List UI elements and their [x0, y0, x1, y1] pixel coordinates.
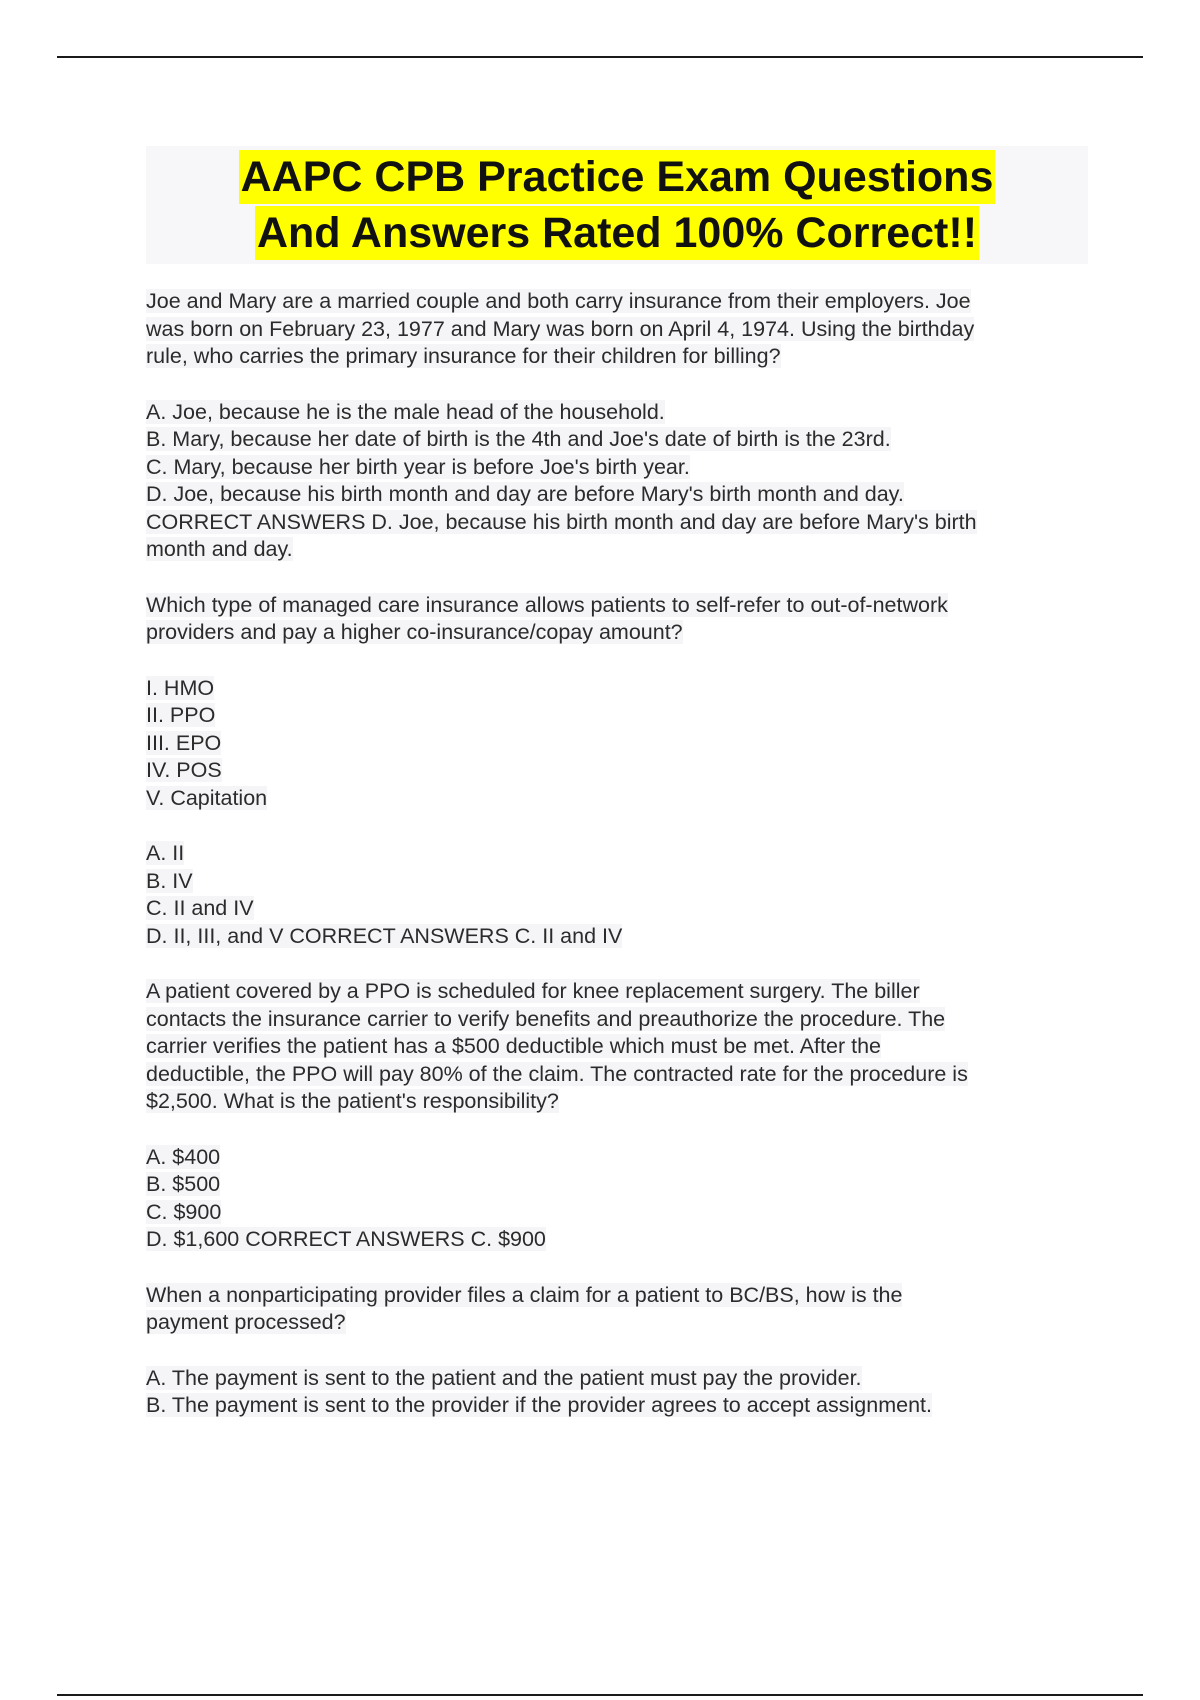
text-line-content: was born on February 23, 1977 and Mary was born on April 4, 1974. Using the birthday: [146, 316, 975, 341]
text-line-content: V. Capitation: [146, 785, 268, 810]
question-text: [146, 978, 1088, 1116]
text-line: [146, 288, 1088, 316]
answer-options: [146, 399, 1088, 564]
text-line: [146, 923, 1088, 951]
text-line-content: payment processed?: [146, 1310, 346, 1334]
text-line-content: I. HMO: [146, 675, 215, 700]
text-line-content: B. IV: [146, 868, 193, 893]
text-line-content: D. $1,600 CORRECT ANSWERS C. $900: [146, 1227, 546, 1251]
question-text: [146, 1282, 1088, 1337]
header-rule: [57, 56, 1143, 58]
document-title: [146, 146, 1088, 264]
text-line-content: A. Joe, because he is the male head of the household.: [146, 399, 665, 424]
text-line-content: A patient covered by a PPO is scheduled for knee replacement surgery. The biller: [146, 979, 920, 1003]
answer-options: [146, 1144, 1088, 1254]
text-line: [146, 1282, 1088, 1310]
choice-list: [146, 675, 1088, 813]
answer-options: [146, 1365, 1088, 1420]
text-line: [146, 454, 1088, 482]
text-line: [146, 840, 1088, 868]
text-line: [146, 1088, 1088, 1116]
text-line-content: B. Mary, because her date of birth is the 4th and Joe's date of birth is the 23rd.: [146, 427, 891, 451]
text-line: [146, 1171, 1088, 1199]
text-line: [146, 509, 1088, 537]
footer-rule: [57, 1694, 1143, 1696]
text-line-content: C. Mary, because her birth year is before Joe's birth year.: [146, 454, 690, 479]
question-text: [146, 592, 1088, 647]
text-line: [146, 785, 1088, 813]
text-line-content: contacts the insurance carrier to verify benefits and preauthorize the procedure. The: [146, 1006, 946, 1031]
text-line: [146, 978, 1088, 1006]
text-line-content: rule, who carries the primary insurance for their children for billing?: [146, 344, 781, 368]
text-line-content: Joe and Mary are a married couple and both carry insurance from their employers. Joe: [146, 289, 971, 313]
title-line-1: AAPC CPB Practice Exam Questions: [239, 150, 996, 204]
text-line-content: $2,500. What is the patient's responsibility?: [146, 1089, 559, 1113]
text-line: [146, 1199, 1088, 1227]
text-line: [146, 426, 1088, 454]
text-line: [146, 1226, 1088, 1254]
question-text: [146, 288, 1088, 371]
text-line-content: Which type of managed care insurance allows patients to self-refer to out-of-network: [146, 592, 948, 617]
text-line: [146, 702, 1088, 730]
text-line: [146, 895, 1088, 923]
text-line-content: B. The payment is sent to the provider if the provider agrees to accept assignment.: [146, 1393, 932, 1417]
text-line: [146, 481, 1088, 509]
text-line: [146, 1144, 1088, 1172]
text-line: [146, 868, 1088, 896]
text-line: [146, 592, 1088, 620]
text-line-content: B. $500: [146, 1172, 221, 1196]
title-line-2: And Answers Rated 100% Correct!!: [255, 206, 979, 260]
text-line: [146, 675, 1088, 703]
answer-options: [146, 840, 1088, 950]
text-line-content: CORRECT ANSWERS D. Joe, because his birth month and day are before Mary's birth: [146, 509, 977, 534]
text-line: [146, 536, 1088, 564]
text-line: [146, 343, 1088, 371]
text-line-content: II. PPO: [146, 703, 216, 727]
text-line-content: A. $400: [146, 1144, 221, 1169]
text-line-content: When a nonparticipating provider files a claim for a patient to BC/BS, how is the: [146, 1282, 903, 1307]
text-line-content: III. EPO: [146, 730, 222, 755]
text-line-content: month and day.: [146, 537, 293, 561]
text-line: [146, 1365, 1088, 1393]
text-line-content: IV. POS: [146, 758, 222, 782]
text-line: [146, 399, 1088, 427]
question-list: [146, 288, 1088, 1420]
text-line-content: deductible, the PPO will pay 80% of the claim. The contracted rate for the procedure is: [146, 1061, 968, 1086]
text-line-content: C. $900: [146, 1199, 222, 1224]
text-line: [146, 730, 1088, 758]
text-line-content: A. II: [146, 841, 185, 865]
document-body: [146, 146, 1088, 1448]
text-line-content: providers and pay a higher co-insurance/copay amount?: [146, 620, 683, 644]
text-line: [146, 316, 1088, 344]
text-line-content: D. Joe, because his birth month and day are before Mary's birth month and day.: [146, 482, 904, 506]
text-line: [146, 1309, 1088, 1337]
text-line-content: C. II and IV: [146, 896, 254, 920]
text-line-content: D. II, III, and V CORRECT ANSWERS C. II and IV: [146, 923, 623, 948]
text-line-content: A. The payment is sent to the patient and the patient must pay the provider.: [146, 1365, 862, 1390]
text-line: [146, 1033, 1088, 1061]
text-line: [146, 1006, 1088, 1034]
text-line: [146, 1392, 1088, 1420]
text-line-content: carrier verifies the patient has a $500 deductible which must be met. After the: [146, 1034, 881, 1058]
text-line: [146, 757, 1088, 785]
text-line: [146, 619, 1088, 647]
text-line: [146, 1061, 1088, 1089]
